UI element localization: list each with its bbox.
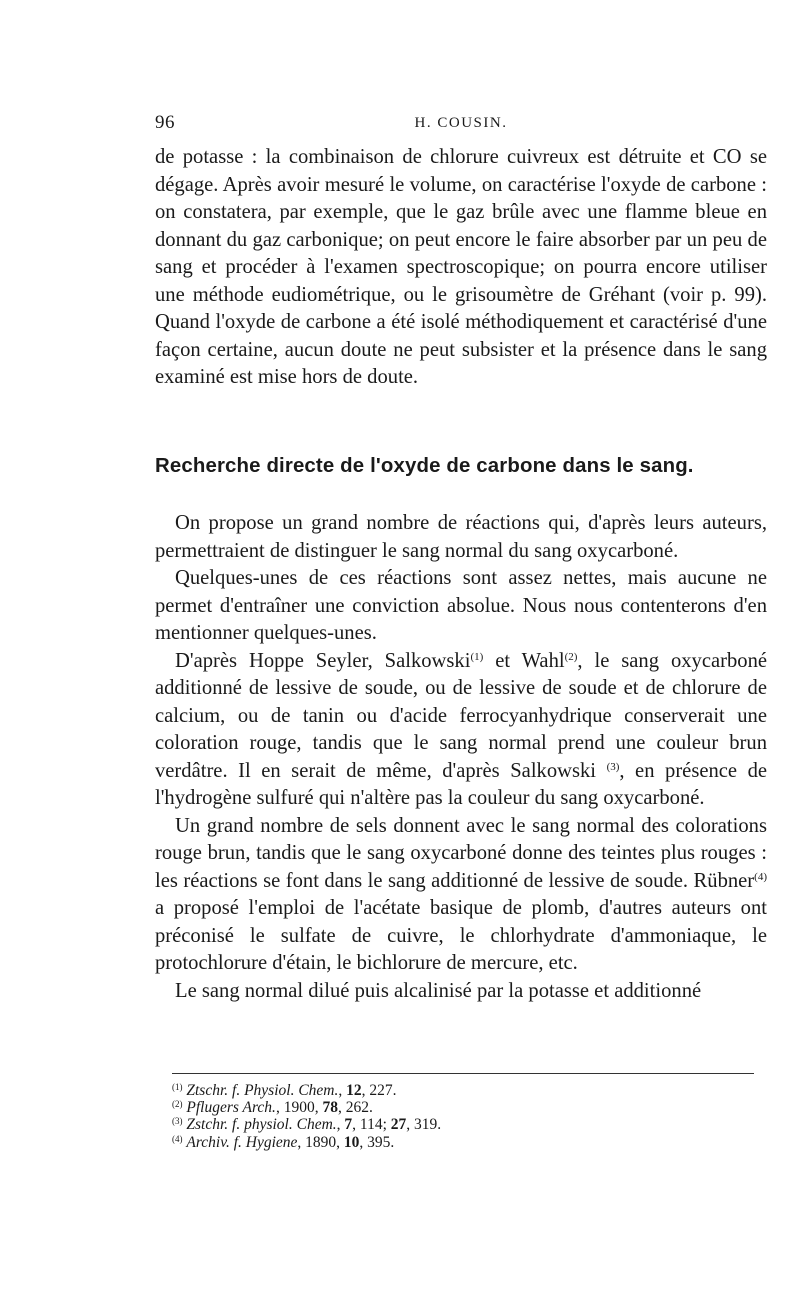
footnote-mark: (1): [172, 1082, 183, 1092]
footnote-pages: , 262.: [337, 1099, 373, 1117]
footnote-mark: (2): [172, 1099, 183, 1110]
footnote-source: Archiv. f. Hygiene: [186, 1133, 298, 1151]
footnote-ref-3: (3): [606, 760, 620, 773]
footnote-volume: 78: [322, 1099, 338, 1117]
footnote-mark: (4): [172, 1133, 183, 1144]
paragraph-3-text-d: , en présence de l'hydrogène sulfuré qui n'altère pas la couleur du sang oxycarboné.: [155, 759, 768, 809]
section-body: [155, 510, 767, 1005]
footnote-pages: , 227.: [361, 1082, 397, 1099]
footnotes: [172, 1082, 754, 1151]
footnote-volume: 12: [346, 1082, 362, 1099]
paragraph-3-text-b: et Wahl: [483, 649, 565, 672]
footnote-mark: (3): [172, 1116, 183, 1127]
footnote-ref-2: (2): [564, 650, 578, 663]
footnote-4: [172, 1134, 754, 1151]
footnote-volume-2: 27: [390, 1116, 407, 1134]
paragraph-4: [155, 813, 767, 978]
footnote-separator: , 1890,: [297, 1133, 344, 1151]
page-number: 96: [155, 112, 175, 133]
running-head: [155, 112, 767, 136]
footnote-ref-4: (4): [754, 870, 767, 883]
section-heading: Recherche directe de l'oxyde de carbone dans le sang.: [155, 455, 694, 477]
paragraph-4-text-b: a proposé l'emploi de l'acétate basique de plomb, d'autres auteurs ont préconisé le sulfate de cuivre, le chlorhydrate d'ammoniaque, le protochlorure d'étain, le bichlorure de mercure, etc.: [155, 897, 767, 974]
footnote-3: [172, 1116, 754, 1133]
footnote-volume: 10: [343, 1133, 360, 1151]
paragraph-4-text-a: Un grand nombre de sels donnent avec le sang normal des colorations rouge brun, tandis que le sang oxycarboné donne des teintes plus rouges : les réactions se font dans le sang additionné de lessive de soude. Rübner: [155, 814, 767, 892]
footnote-separator: , 1900,: [275, 1099, 323, 1117]
paragraph-3: [155, 648, 767, 813]
footnote-1: [172, 1082, 754, 1099]
footnote-separator: ,: [336, 1116, 345, 1134]
footnote-source: Ztschr. f. Physiol. Chem.: [186, 1082, 339, 1099]
footnote-pages: , 114;: [352, 1116, 391, 1134]
paragraph-2: Quelques-unes de ces réactions sont assez nettes, mais aucune ne permet d'entraîner une conviction absolue. Nous nous contenterons d'en mentionner quelques-unes.: [155, 567, 767, 644]
footnote-pages: , 395.: [359, 1133, 395, 1151]
footnote-ref-1: (1): [470, 650, 484, 663]
intro-paragraph: de potasse : la combinaison de chlorure cuivreux est détruite et CO se dégage. Après avoir mesuré le volume, on caractérise l'oxyde de carbone : on constatera, par exemple, que le gaz brûle avec une flamme bleue en donnant du gaz carbonique; on peut encore le faire absorber par un peu de sang et procéder à l'examen spectroscopique; on pourra encore utiliser une méthode eudiométrique, ou le grisoumètre de Gréhant (voir p. 99). Quand l'oxyde de carbone a été isolé méthodiquement et caractérisé d'une façon certaine, aucun doute ne peut subsister et la présence dans le sang examiné est mise hors de doute.: [155, 146, 767, 388]
footnote-volume: 7: [344, 1116, 353, 1134]
paragraph-3-text-a: D'après Hoppe Seyler, Salkowski: [175, 649, 471, 672]
paragraph-3-text-c: , le sang oxycarboné additionné de lessive de soude, ou de lessive de soude et de chlorure de calcium, ou de tanin ou d'acide ferrocyanhydrique conserverait une coloration rouge, tandis que le sang normal prend une couleur brun verdâtre. Il en serait de même, d'après Salkowski: [155, 649, 768, 782]
footnote-divider: [172, 1073, 754, 1074]
paragraph-5: Le sang normal dilué puis alcalinisé par la potasse et additionné: [175, 979, 702, 1002]
footnote-separator: ,: [338, 1082, 347, 1099]
footnote-pages-2: , 319.: [406, 1116, 442, 1134]
footnote-source: Pflugers Arch.: [186, 1099, 276, 1117]
footnote-source: Zstchr. f. physiol. Chem.: [186, 1116, 337, 1134]
running-head-author: H. COUSIN.: [414, 115, 508, 131]
intro-paragraph-block: [155, 144, 767, 392]
paragraph-1: On propose un grand nombre de réactions qui, d'après leurs auteurs, permettraient de distinguer le sang normal du sang oxycarboné.: [155, 512, 767, 562]
footnote-2: [172, 1099, 754, 1116]
